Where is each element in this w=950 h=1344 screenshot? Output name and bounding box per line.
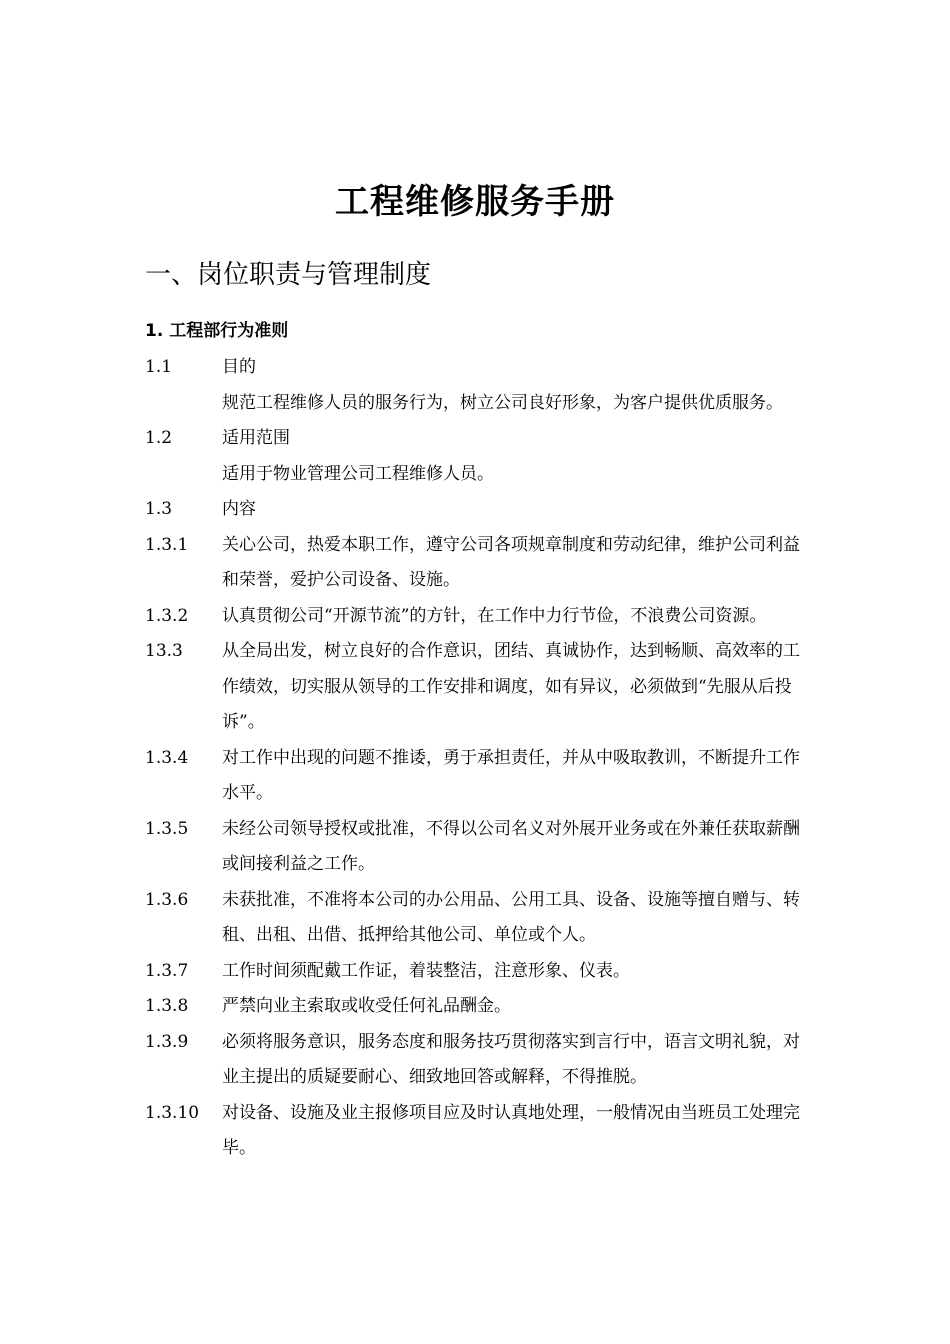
item-text: 严禁向业主索取或收受任何礼品酬金。 xyxy=(222,996,511,1016)
item-text: 必须将服务意识，服务态度和服务技巧贯彻落实到言行中，语言文明礼貌，对业主提出的质疑要耐心、细致地回答或解释，不得推脱。 xyxy=(222,1031,800,1087)
item-number: 1.3.2 xyxy=(145,605,189,626)
item-number: 1.3.7 xyxy=(145,960,189,981)
list-item xyxy=(145,741,810,812)
item-number: 1.3.9 xyxy=(145,1031,189,1052)
item-text: 对设备、设施及业主报修项目应及时认真地处理，一般情况由当班员工处理完毕。 xyxy=(222,1102,800,1158)
list-item xyxy=(145,1025,810,1096)
item-text: 目的 xyxy=(222,357,256,377)
item-number: 1.3.5 xyxy=(145,818,189,839)
item-number: 1.3.10 xyxy=(145,1102,200,1123)
item-text: 未经公司领导授权或批准，不得以公司名义对外展开业务或在外兼任获取薪酬或间接利益之工作。 xyxy=(222,818,800,874)
item-text: 未获批准，不准将本公司的办公用品、公用工具、设备、设施等擅自赠与、转租、出租、出借、抵押给其他公司、单位或个人。 xyxy=(222,889,800,945)
list-item xyxy=(145,492,810,528)
list-item xyxy=(145,386,810,422)
item-number: 1.1 xyxy=(145,357,173,377)
item-number: 1.3.1 xyxy=(145,534,189,555)
item-number: 13.3 xyxy=(145,641,183,661)
item-text: 适用于物业管理公司工程维修人员。 xyxy=(222,463,494,484)
item-number: 1.3.8 xyxy=(145,996,189,1016)
document-body xyxy=(145,350,810,1167)
list-item xyxy=(145,883,810,954)
list-item xyxy=(145,1096,810,1167)
list-item xyxy=(145,599,810,635)
item-text: 从全局出发，树立良好的合作意识，团结、真诚协作，达到畅顺、高效率的工作绩效，切实服从领导的工作安排和调度，如有异议，必须做到“先服从后投诉”。 xyxy=(222,641,800,732)
item-number: 1.2 xyxy=(145,428,173,448)
list-item xyxy=(145,634,810,741)
list-item xyxy=(145,350,810,386)
list-item xyxy=(145,528,810,599)
item-text: 内容 xyxy=(222,499,256,519)
list-item xyxy=(145,421,810,457)
item-text: 适用范围 xyxy=(222,428,290,448)
item-text: 认真贯彻公司“开源节流”的方针，在工作中力行节俭，不浪费公司资源。 xyxy=(222,605,767,626)
section-heading: 1. 工程部行为准则 xyxy=(145,321,289,341)
item-text: 对工作中出现的问题不推诿，勇于承担责任，并从中吸取教训，不断提升工作水平。 xyxy=(222,747,800,803)
list-item xyxy=(145,812,810,883)
item-text: 工作时间须配戴工作证，着装整洁，注意形象、仪表。 xyxy=(222,960,630,981)
list-item xyxy=(145,954,810,990)
item-number: 1.3.4 xyxy=(145,747,189,768)
item-text: 规范工程维修人员的服务行为，树立公司良好形象，为客户提供优质服务。 xyxy=(222,392,783,413)
list-item xyxy=(145,457,810,493)
item-number: 1.3.6 xyxy=(145,889,189,910)
document-title: 工程维修服务手册 xyxy=(335,182,615,222)
chapter-heading: 一、岗位职责与管理制度 xyxy=(145,260,432,290)
list-item xyxy=(145,989,810,1025)
item-number: 1.3 xyxy=(145,499,173,519)
item-text: 关心公司，热爱本职工作，遵守公司各项规章制度和劳动纪律，维护公司利益和荣誉，爱护公司设备、设施。 xyxy=(222,534,800,590)
